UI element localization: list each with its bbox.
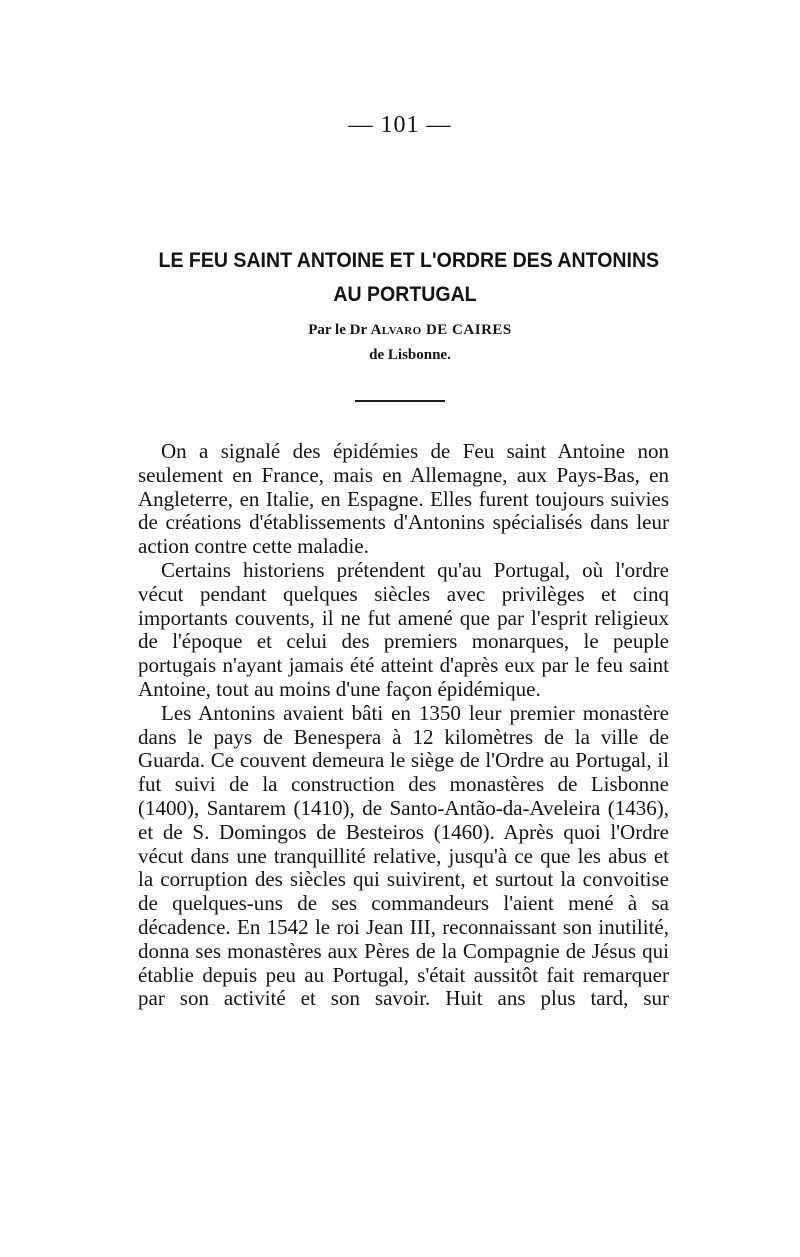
author-location: de Lisbonne.	[369, 347, 451, 363]
body-text	[138, 440, 669, 1011]
paragraph-3: Les Antonins avaient bâti en 1350 leur premier monastère dans le pays de Benespera à 12 kilomètres de la ville de Guarda. Ce couvent demeura le siège de l'Ordre au Portugal, il fut suivi de la construction des monastères de Lisbonne (1400), Santarem (1410), de Santo-Antão-da-Aveleira (1436), et de S. Domingos de Besteiros (1460). Après quoi l'Ordre vécut dans une tranquillité relative, jusqu'à ce que les abus et la corruption des siècles qui suivirent, et surtout la convoitise de quelques-uns de ses commandeurs l'aient mené à sa décadence. En 1542 le roi Jean III, reconnaissant son inutilité, donna ses monastères aux Pères de la Compagnie de Jésus qui établie depuis peu au Portugal, s'était aussitôt fait remarquer par son activité et son savoir. Huit ans plus tard, sur	[138, 700, 669, 1011]
author-byline-line-1	[160, 318, 660, 343]
article-title	[158, 244, 660, 312]
author-name: Alvaro DE CAIRES	[370, 322, 512, 338]
paragraph-1: On a signalé des épidémies de Feu saint Antoine non seulement en France, mais en Allemagne, aux Pays-Bas, en Angleterre, en Italie, en Espagne. Elles furent toujours suivies de créations d'établissements d'Antonins spécialisés dans leur action contre cette maladie.	[138, 439, 669, 559]
article-title-line-2: AU PORTUGAL	[333, 283, 477, 306]
separator-rule	[355, 400, 445, 402]
paragraph-2: Certains historiens prétendent qu'au Portugal, où l'ordre vécut pendant quelques siècles avec privilèges et cinq importants couvents, il ne fut amené que par l'esprit religieux de l'époque et celui des premiers monarques, le peuple portugais n'ayant jamais été atteint d'après eux par le feu saint Antoine, tout au moins d'une façon épidémique.	[138, 557, 669, 701]
page-number: — 101 —	[348, 112, 452, 138]
article-title-line-1: LE FEU SAINT ANTOINE ET L'ORDRE DES ANTONINS	[158, 249, 660, 272]
byline-prefix: Par le Dr	[308, 322, 367, 338]
author-byline	[160, 318, 660, 368]
